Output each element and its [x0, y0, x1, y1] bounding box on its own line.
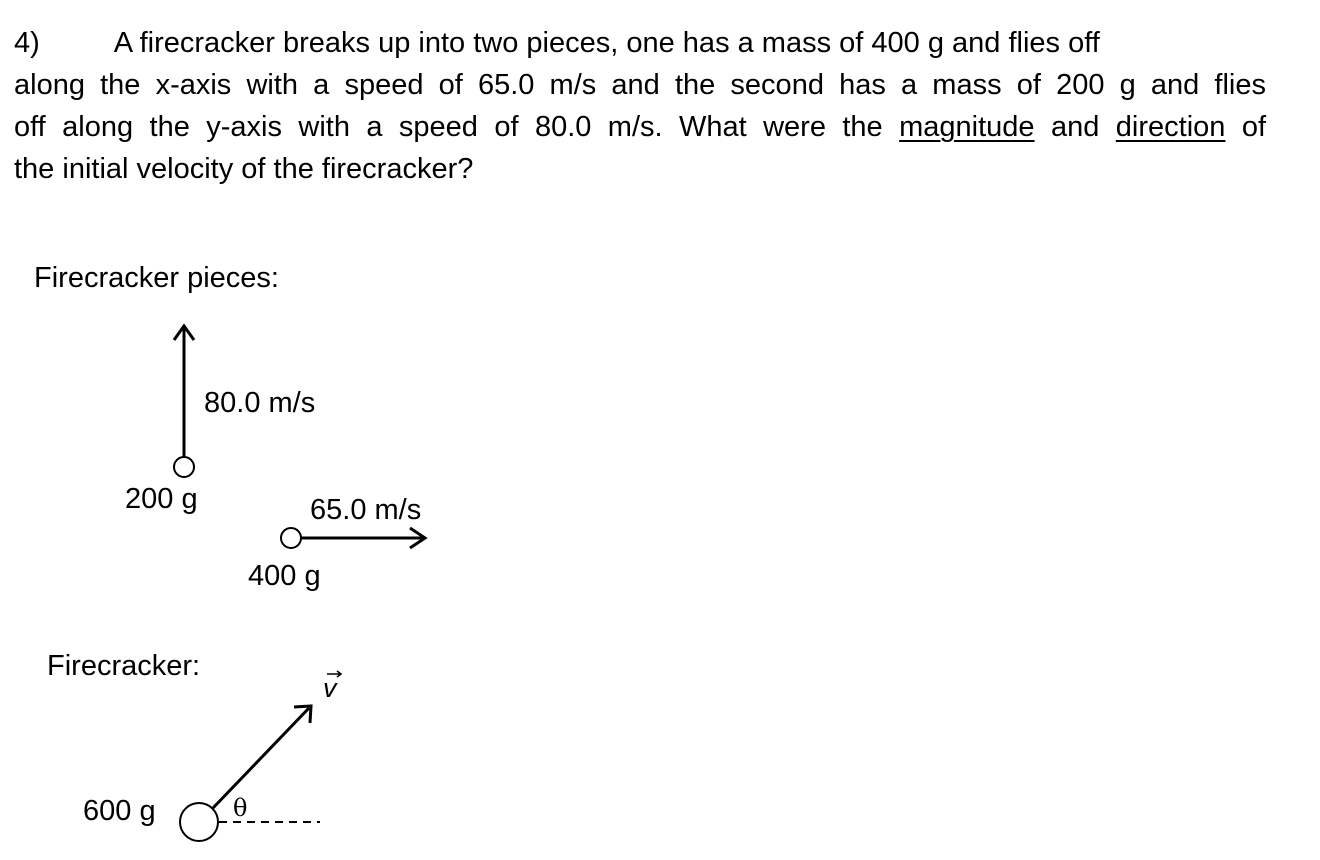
velocity-symbol: v: [323, 673, 337, 703]
underlined-magnitude: magnitude: [899, 111, 1035, 143]
piece-400g-circle: [281, 528, 301, 548]
underlined-direction: direction: [1115, 111, 1226, 143]
problem-number: 4): [14, 27, 40, 59]
piece-200g-circle: [174, 457, 194, 477]
firecracker-circle: [180, 803, 218, 841]
problem-line-4: the initial velocity of the firecracker?: [14, 153, 474, 185]
problem-line-2: along the x-axis with a speed of 65.0 m/s and the second has a mass of 200 g and flies: [14, 69, 1266, 101]
velocity-arrow-diagonal: [213, 708, 309, 808]
firecracker-heading: Firecracker:: [47, 650, 201, 682]
problem-text-3a: off along the y-axis with a speed of 80.0 m/s. What were the: [14, 111, 883, 143]
problem-text-1: A firecracker breaks up into two pieces, one has a mass of 400 g and flies off: [113, 27, 1100, 59]
speed-label-y: 80.0 m/s: [204, 387, 316, 419]
problem-text-3c: of: [1241, 111, 1267, 143]
mass-label-400: 400 g: [248, 560, 321, 592]
mass-label-600: 600 g: [83, 795, 156, 827]
angle-theta: θ: [233, 794, 248, 822]
problem-text-3b: and: [1050, 111, 1100, 143]
pieces-heading: Firecracker pieces:: [34, 262, 279, 294]
mass-label-200: 200 g: [125, 483, 198, 515]
speed-label-x: 65.0 m/s: [310, 494, 422, 526]
